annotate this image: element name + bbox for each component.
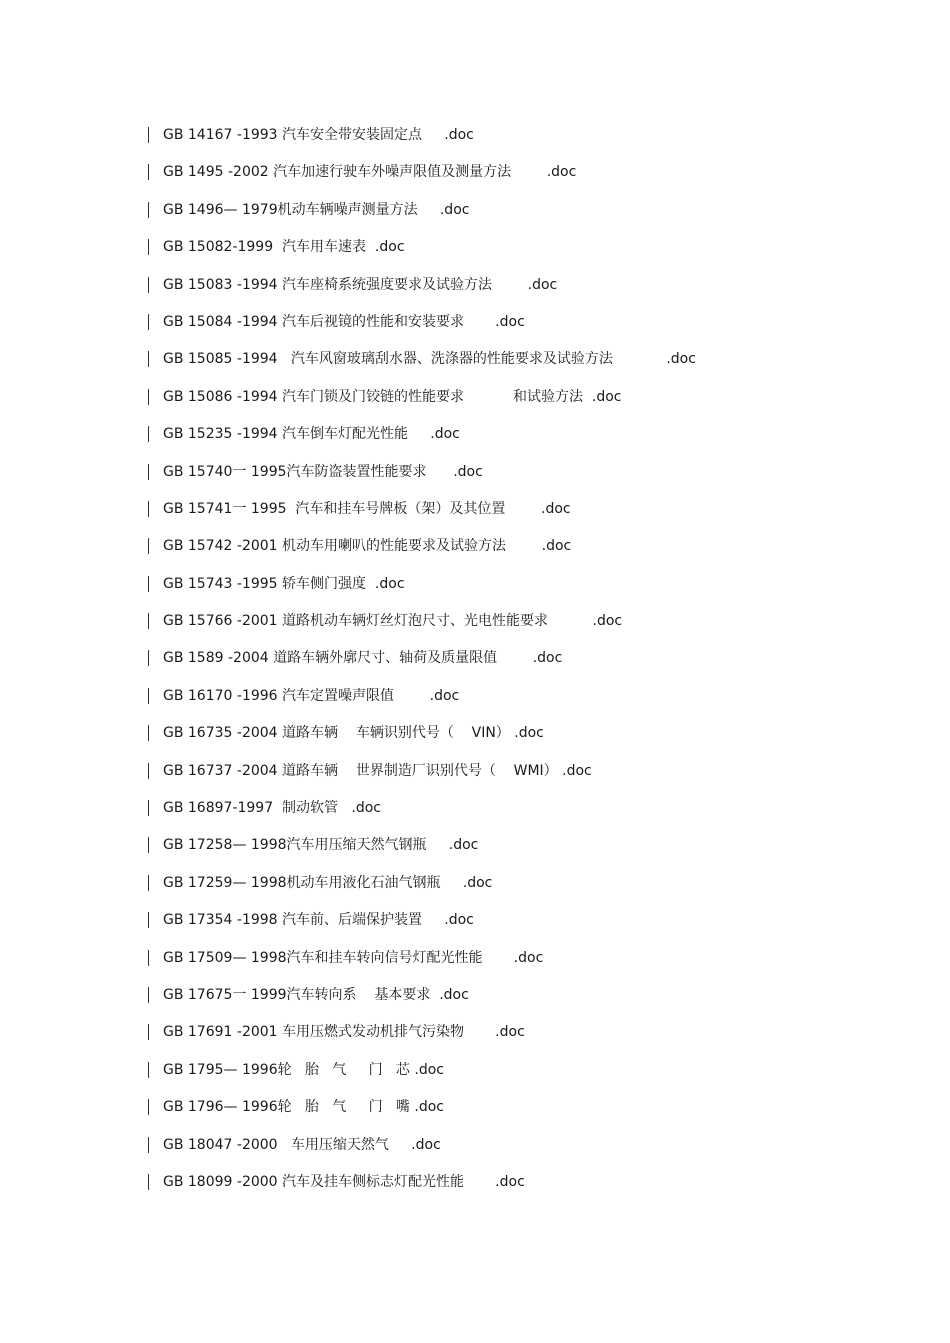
list-item	[148, 1134, 908, 1171]
item-bar	[148, 464, 149, 480]
file-name: GB 17691 -2001 车用压燃式发动机排气污染物 .doc	[163, 1024, 525, 1041]
file-name: GB 15085 -1994 汽车风窗玻璃刮水器、洗涤器的性能要求及试验方法 .doc	[163, 351, 696, 368]
file-name: GB 15084 -1994 汽车后视镜的性能和安装要求 .doc	[163, 313, 525, 330]
item-bar	[148, 837, 149, 853]
list-item	[148, 610, 908, 647]
list-item	[148, 872, 908, 909]
item-bar	[148, 538, 149, 554]
item-bar	[148, 576, 149, 592]
item-bar	[148, 725, 149, 741]
file-name: GB 15742 -2001 机动车用喇叭的性能要求及试验方法 .doc	[163, 538, 572, 555]
item-bar	[148, 763, 149, 779]
item-bar	[148, 800, 149, 816]
file-name: GB 18047 -2000 车用压缩天然气 .doc	[163, 1136, 441, 1153]
file-name: GB 1496— 1979机动车辆噪声测量方法 .doc	[163, 201, 470, 218]
file-name: GB 15740一 1995汽车防盗装置性能要求 .doc	[163, 463, 483, 480]
item-bar	[148, 389, 149, 405]
item-bar	[148, 277, 149, 293]
list-item	[148, 1171, 908, 1208]
item-bar	[148, 688, 149, 704]
list-item	[148, 797, 908, 834]
item-bar	[148, 875, 149, 891]
item-bar	[148, 987, 149, 1003]
item-bar	[148, 1099, 149, 1115]
list-item	[148, 647, 908, 684]
file-name: GB 15086 -1994 汽车门锁及门铰链的性能要求 和试验方法 .doc	[163, 388, 622, 405]
list-item	[148, 124, 908, 161]
list-item	[148, 311, 908, 348]
list-item	[148, 161, 908, 198]
file-name: GB 15766 -2001 道路机动车辆灯丝灯泡尺寸、光电性能要求 .doc	[163, 613, 623, 630]
list-item	[148, 535, 908, 572]
file-name: GB 17259— 1998机动车用液化石油气钢瓶 .doc	[163, 874, 493, 891]
file-name: GB 16735 -2004 道路车辆 车辆识别代号（ VIN） .doc	[163, 725, 544, 742]
file-name: GB 15741一 1995 汽车和挂车号牌板（架）及其位置 .doc	[163, 500, 571, 517]
list-item	[148, 1059, 908, 1096]
item-bar	[148, 1137, 149, 1153]
file-name: GB 14167 -1993 汽车安全带安装固定点 .doc	[163, 127, 474, 143]
file-name: GB 17675一 1999汽车转向系 基本要求 .doc	[163, 986, 469, 1003]
item-bar	[148, 164, 149, 180]
list-item	[148, 984, 908, 1021]
file-name: GB 15235 -1994 汽车倒车灯配光性能 .doc	[163, 426, 460, 443]
item-bar	[148, 1174, 149, 1190]
list-item	[148, 760, 908, 797]
list-item	[148, 348, 908, 385]
list-item	[148, 685, 908, 722]
list-item	[148, 1021, 908, 1058]
file-name: GB 17354 -1998 汽车前、后端保护装置 .doc	[163, 912, 474, 929]
file-name: GB 17509— 1998汽车和挂车转向信号灯配光性能 .doc	[163, 949, 544, 966]
file-name: GB 15082-1999 汽车用车速表 .doc	[163, 239, 405, 256]
item-bar	[148, 1024, 149, 1040]
list-item	[148, 498, 908, 535]
file-name: GB 1796— 1996轮 胎 气 门 嘴 .doc	[163, 1099, 444, 1116]
item-bar	[148, 1062, 149, 1078]
file-name: GB 1795— 1996轮 胎 气 门 芯 .doc	[163, 1061, 444, 1078]
file-name: GB 16737 -2004 道路车辆 世界制造厂识别代号（ WMI） .doc	[163, 762, 592, 779]
document-file-list	[148, 124, 908, 1208]
item-bar	[148, 613, 149, 629]
list-item	[148, 1096, 908, 1133]
item-bar	[148, 501, 149, 517]
list-item	[148, 386, 908, 423]
item-bar	[148, 202, 149, 218]
item-bar	[148, 426, 149, 442]
list-item	[148, 461, 908, 498]
item-bar	[148, 351, 149, 367]
item-bar	[148, 912, 149, 928]
file-name: GB 16170 -1996 汽车定置噪声限值 .doc	[163, 687, 460, 704]
item-bar	[148, 239, 149, 255]
list-item	[148, 423, 908, 460]
list-item	[148, 236, 908, 273]
file-name: GB 15743 -1995 轿车侧门强度 .doc	[163, 575, 405, 592]
file-name: GB 18099 -2000 汽车及挂车侧标志灯配光性能 .doc	[163, 1173, 525, 1190]
item-bar	[148, 314, 149, 330]
file-name: GB 17258— 1998汽车用压缩天然气钢瓶 .doc	[163, 837, 479, 854]
file-name: GB 16897-1997 制动软管 .doc	[163, 800, 381, 817]
list-item	[148, 722, 908, 759]
list-item	[148, 573, 908, 610]
list-item	[148, 909, 908, 946]
item-bar	[148, 950, 149, 966]
file-name: GB 1589 -2004 道路车辆外廓尺寸、轴荷及质量限值 .doc	[163, 650, 563, 667]
list-item	[148, 834, 908, 871]
list-item	[148, 274, 908, 311]
list-item	[148, 199, 908, 236]
file-name: GB 15083 -1994 汽车座椅系统强度要求及试验方法 .doc	[163, 276, 558, 293]
list-item	[148, 947, 908, 984]
file-name: GB 1495 -2002 汽车加速行驶车外噪声限值及测量方法 .doc	[163, 164, 577, 181]
item-bar	[148, 127, 149, 143]
item-bar	[148, 650, 149, 666]
